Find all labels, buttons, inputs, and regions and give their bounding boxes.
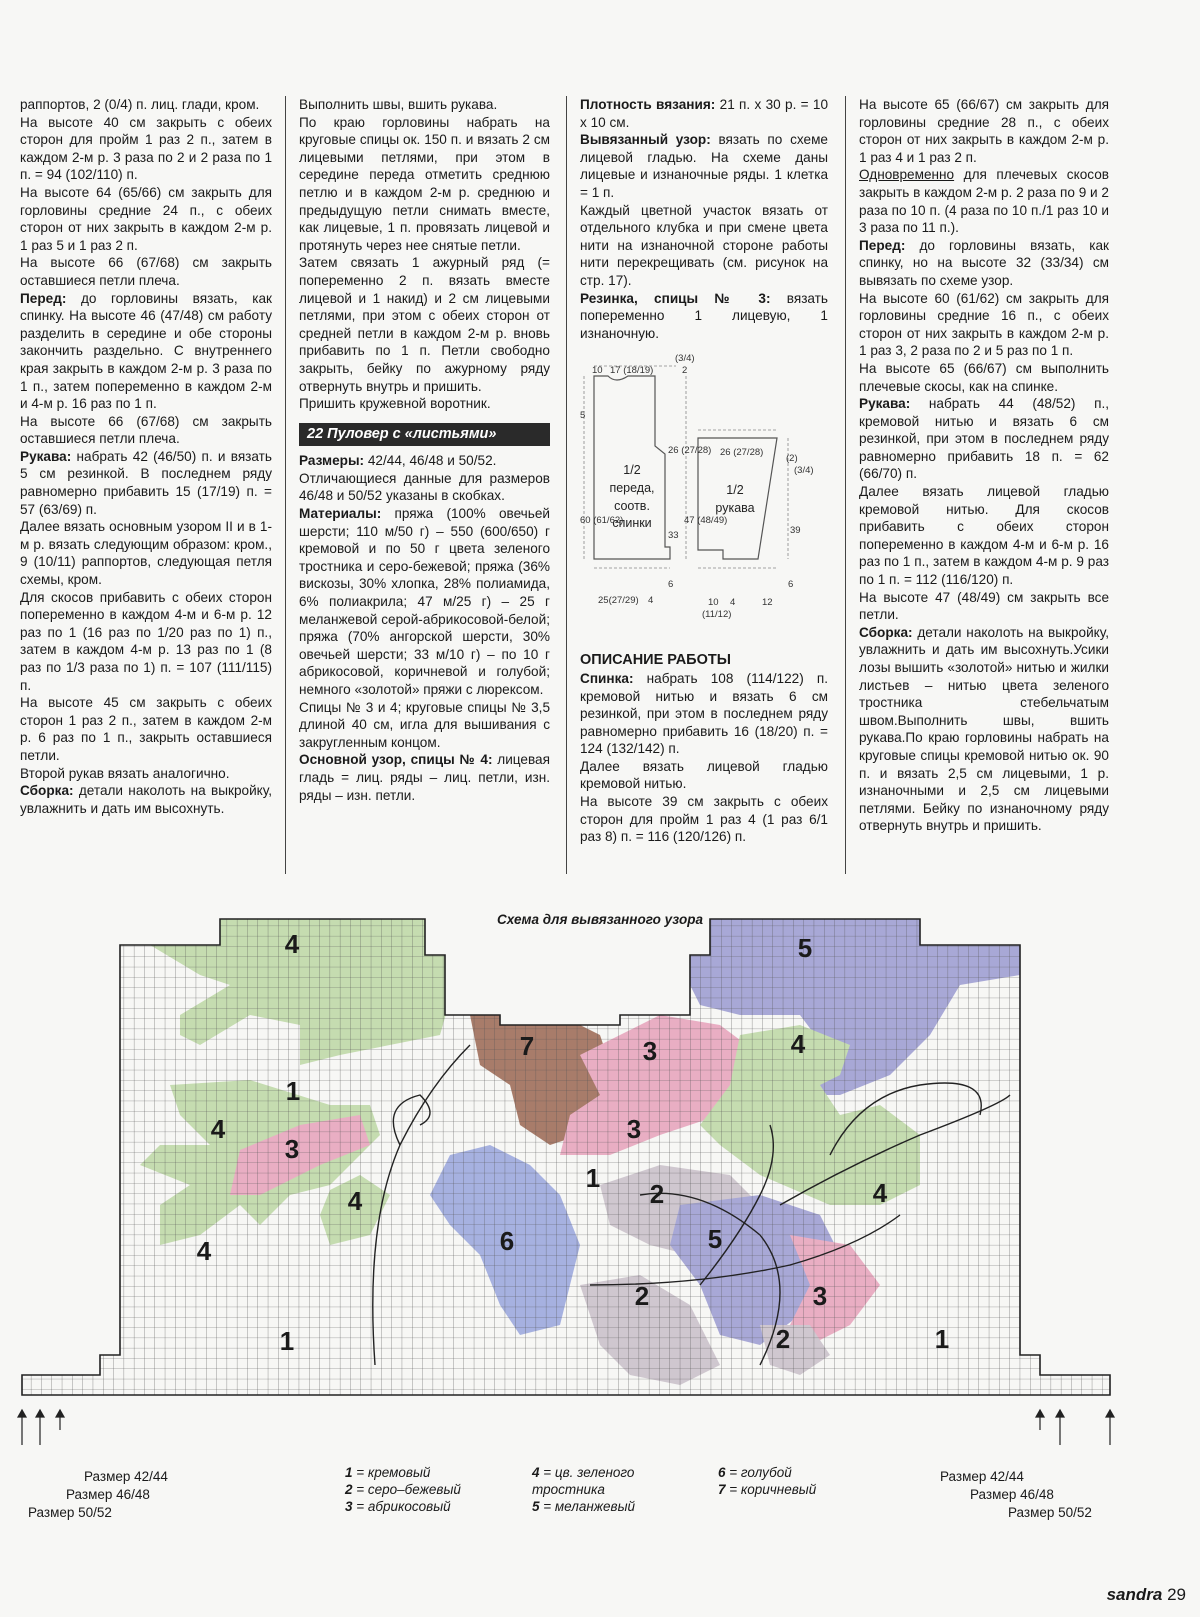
paragraph-heading: Рукава: — [859, 396, 911, 412]
schematic-measurement: 39 — [790, 525, 801, 537]
chart-color-number: 4 — [284, 929, 300, 959]
paragraph-text: набрать 108 (114/122) п. кремовой нитью и вязать 6 см резинкой, при этом в последнем ряду равномерно прибавить 16 (18/20) п. = 124 (132/142) п. — [580, 670, 828, 757]
paragraph: Затем связать 1 ажурный ряд (= попеременно 2 п. вязать вместе лицевой и 1 накид) и 2 см лицевыми петлями, при этом с обеих сторон от средней петли в каждом 2-м р. вновь прибавить по 1 п. Петли свободно закрыть, бейку по ажурному ряду отвернуть внутрь и пришить. — [299, 255, 550, 394]
paragraph-heading: Перед: — [859, 237, 906, 253]
paragraph — [580, 670, 828, 758]
paragraph — [859, 166, 1109, 236]
legend-item — [345, 1464, 461, 1481]
column-divider — [566, 96, 567, 874]
paragraph: По краю горловины набрать на круговые спицы ок. 150 п. и вязать 2 см лицевыми петлями, при этом в середине переда отметить среднюю петлю и в каждом 2-м р. среднюю и предыдущую петли снимать вместе, как лицевые, 1 п. провязать лицевой и протянуть через нее снятые петли. — [299, 114, 550, 253]
paragraph — [580, 131, 828, 201]
paragraph: Пришить кружевной воротник. — [299, 396, 491, 412]
chart-color-number: 4 — [347, 1186, 363, 1216]
page-number: 29 — [1167, 1585, 1186, 1604]
paragraph: Для скосов прибавить с обеих сторон попеременно в каждом 4-м и 6-м р. 12 раз по 1 (16 раз по 1/20 раз по 1) п., затем в каждом 4-м р. 13 раз по 1 (8 раз по 1/3 раза по 1) п. = 107 (111/115) п. — [20, 589, 272, 693]
schematic-measurement: (11/12) — [702, 609, 732, 621]
schematic-measurement: 4 — [648, 595, 654, 607]
paragraph-heading: Размеры: — [299, 453, 365, 469]
paragraph-text: детали наколоть на выкройку, увлажнить и дать им высохнуть. — [20, 783, 272, 816]
paragraph: Выполнить швы, вшить рукава. — [299, 97, 498, 112]
schematic-measurement: 47 (48/49) — [684, 515, 728, 527]
schematic-measurement: 10 — [592, 365, 603, 377]
paragraph-text: для плечевых скосов закрыть в каждом 2-м р. 2 раза по 9 и 2 раза по 10 п. (4 раза по 10 п./1 раз 10 и 3 раза по 11 п.). — [859, 167, 1109, 236]
schematic-measurement: 26 (27/28) — [668, 445, 712, 457]
paragraph — [859, 624, 1109, 835]
chart-color-number: 7 — [519, 1031, 535, 1061]
paragraph — [859, 237, 1109, 290]
legend-item — [532, 1464, 682, 1498]
column-3 — [580, 96, 828, 846]
paragraph-heading: Сборка: — [20, 783, 74, 799]
paragraph: На высоте 40 см закрыть с обеих сторон для пройм 1 раз 2 п., затем в каждом 2-м р. 3 раза по 2 и 2 раза по 1 п. = 94 (102/110) п. — [20, 114, 272, 183]
chart-color-number: 5 — [707, 1224, 723, 1254]
chart-color-number: 4 — [872, 1178, 888, 1208]
paragraph: На высоте 45 см закрыть с обеих сторон 1 раз 2 п., затем в каждом 2-м р. 6 раз по 1 п., закрыть оставшиеся петли. — [20, 695, 272, 763]
brand-name: sandra — [1106, 1585, 1163, 1604]
chart-color-number: 2 — [775, 1324, 791, 1354]
column-divider — [845, 96, 846, 874]
pattern-title: Схема для вывязанного узора — [497, 912, 703, 927]
schematic-measurement: 33 — [668, 530, 679, 542]
paragraph-heading: Основной узор, спицы № 4: — [299, 752, 493, 768]
paragraph-text: лицевая гладь = лиц. ряды – лиц. петли, изн. ряды – изн. петли. — [299, 752, 550, 803]
paragraph — [299, 505, 550, 699]
column-divider — [285, 96, 286, 874]
chart-color-number: 4 — [210, 1114, 226, 1144]
paragraph — [299, 452, 550, 470]
paragraph-text: вязать по схеме лицевой гладью. На схеме даны лицевые и изнаночные ряды. 1 клетка = 1 п. — [580, 132, 828, 200]
paragraph-text: до горловины вязать, как спинку. На высоте 46 (47/48) см работу разделить в середине и обе стороны закончить раздельно. С внутреннего края закрыть в каждом 2-м р. 3 раза по 1 п., затем попеременно в каждом 2-м и 4-м р. 16 раз по 1 п. — [20, 290, 272, 412]
paragraph-text: 42/44, 46/48 и 50/52. — [364, 453, 497, 469]
paragraph: Каждый цветной участок вязать от отдельного клубка и при смене цвета нити на изнаночной стороне работы нити перекрещивать (см. рисунок на стр. 17). — [580, 202, 828, 288]
back-piece-label: 1/2 переда, соотв. спинки — [609, 463, 655, 531]
legend-group — [345, 1464, 461, 1515]
chart-color-number: 4 — [196, 1236, 212, 1266]
paragraph-heading: Резинка, спицы № 3: — [580, 290, 771, 306]
legend-text: = голубой — [725, 1465, 792, 1480]
paragraph: Отличающиеся данные для размеров 46/48 и 50/52 указаны в скобках. — [299, 470, 550, 504]
chart-color-number: 2 — [649, 1179, 665, 1209]
legend-text: = кремовый — [352, 1465, 431, 1480]
chart-color-number: 3 — [642, 1036, 658, 1066]
paragraph-text: набрать 42 (46/50) п. и вязать 5 см резинкой. В последнем ряду равномерно прибавить 15 (17/19) п. = 57 (63/69) п. — [20, 448, 272, 517]
paragraph: На высоте 39 см закрыть с обеих сторон для пройм 1 раз 4 (1 раз 6/1 раз 8) п. = 116 (120/126) п. — [580, 794, 828, 845]
legend-text: = серо–бежевый — [352, 1482, 461, 1497]
paragraph — [20, 782, 272, 817]
paragraph — [299, 751, 550, 804]
paragraph-text: вязать попеременно 1 лицевую, 1 изнаночную. — [580, 290, 828, 341]
column-1 — [20, 96, 272, 817]
paragraph: На высоте 66 (67/68) см закрыть оставшиеся петли плеча. — [20, 413, 272, 447]
legend-number: 7 — [718, 1482, 726, 1497]
legend-number: 3 — [345, 1499, 353, 1514]
sleeve-piece-label: 1/2 рукава — [715, 483, 755, 515]
legend-number: 2 — [345, 1482, 353, 1497]
chart-color-number: 4 — [790, 1029, 806, 1059]
chart-color-number: 1 — [285, 1076, 301, 1106]
paragraph-heading: Перед: — [20, 290, 67, 306]
chart-color-number: 1 — [934, 1324, 950, 1354]
chart-color-number: 3 — [626, 1114, 642, 1144]
chart-color-number: 5 — [797, 933, 813, 963]
schematic-measurement: (3/4) — [794, 465, 814, 477]
paragraph: раппортов, 2 (0/4) п. лиц. глади, кром. — [20, 97, 260, 112]
legend-item — [345, 1498, 461, 1515]
paragraph-text: детали наколоть на выкройку, увлажнить и дать им высохнуть.Усики лозы вышить «золотой» нитью и жилки листьев – нитью цвета зеленого тростника стебельчатым швом.Выполнить швы, вшить рукава.По краю горловины набрать на круговые спицы кремовой нитью ок. 90 п. и вязать 2,5 см лицевыми, 1 р. изнаночными и 2,5 см лицевыми петлями. Бейку по изнаночному ряду отвернуть внутрь и пришить. — [859, 624, 1109, 834]
paragraph: На высоте 65 (66/67) см выполнить плечевые скосы, как на спинке. — [859, 360, 1109, 394]
paragraph: Второй рукав вязать аналогично. — [20, 765, 230, 781]
schematic-measurement: 17 (18/19) — [610, 365, 654, 377]
size-label-left: Размер 50/52 — [28, 1505, 112, 1520]
schematic-measurement: (3/4) — [675, 353, 695, 365]
schematic-measurement: 26 (27/28) — [720, 447, 764, 459]
paragraph-text: пряжа (100% овечьей шерсти; 110 м/50 г) – 550 (600/650) г кремовой и по 50 г цвета зеленого тростника и серо-бежевой; пряжа (36% вискозы, 30% хлопка, 28% полиамида, 6% полиакрила; 47 м/25 г) – 25 г меланжевой серой-абрикосовой-белой; пряжа (70% ангорской шерсти, 30% овечьей шерсти; 33 м/10 г) – по 10 г абрикосовой, коричневой и голубой; немного «золотой» пряжи с люрексом. — [299, 506, 550, 697]
legend-text: = абрикосовый — [352, 1499, 451, 1514]
paragraph — [580, 96, 828, 131]
size-label-left: Размер 46/48 — [66, 1487, 150, 1502]
paragraph: На высоте 60 (61/62) см закрыть для горловины средние 16 п., с обеих сторон от них закрыть в каждом 2-м р. 1 раз 3, 2 раза по 2 и 5 раз по 1 п. — [859, 290, 1109, 359]
column-2 — [299, 96, 550, 804]
paragraph: На высоте 64 (65/66) см закрыть для горловины средние 24 п., с обеих сторон от них закрыть в каждом 2-м р. 1 раз 5 и 1 раз 2 п. — [20, 184, 272, 253]
paragraph-heading: Материалы: — [299, 506, 382, 522]
paragraph-text: набрать 44 (48/52) п., кремовой нитью и вязать 6 см резинкой, при этом в последнем ряду равномерно прибавить 18 п. = 62 (66/70) п. — [859, 396, 1109, 482]
paragraph: На высоте 65 (66/67) см закрыть для горловины средние 28 п., с обеих сторон от них закрыть в каждом 2-м р. 1 раз 4 и 1 раз 2 п. — [859, 97, 1109, 165]
column-4 — [859, 96, 1109, 835]
legend-group — [532, 1464, 682, 1515]
chart-color-number: 2 — [634, 1281, 650, 1311]
paragraph-text: до горловины вязать, как спинку, но на высоте 32 (33/34) см вывязать по схеме узор. — [859, 237, 1109, 288]
schematic — [580, 342, 828, 646]
legend-text: = меланжевый — [539, 1499, 636, 1514]
schematic-measurement: 60 (61/62) — [580, 515, 624, 527]
chart-color-number: 1 — [585, 1163, 601, 1193]
paragraph — [580, 290, 828, 343]
legend-number: 5 — [532, 1499, 540, 1514]
paragraph-underlined: Одновременно — [859, 167, 955, 183]
paragraph-heading: Сборка: — [859, 624, 913, 640]
size-label-left: Размер 42/44 — [84, 1469, 168, 1484]
schematic-measurement: 6 — [668, 579, 674, 591]
paragraph: На высоте 47 (48/49) см закрыть все петли. — [859, 589, 1109, 623]
schematic-measurement: 12 — [762, 597, 773, 609]
paragraph — [20, 290, 272, 413]
schematic-measurement: 6 — [788, 579, 794, 591]
legend-group — [718, 1464, 816, 1498]
size-label-right: Размер 50/52 — [1008, 1505, 1092, 1520]
legend-item — [532, 1498, 682, 1515]
paragraph: Далее вязать лицевой гладью кремовой нитью. — [580, 758, 828, 792]
footer-brand — [1107, 1585, 1186, 1605]
paragraph-text: 21 п. х 30 р. = 10 х 10 см. — [580, 97, 829, 130]
chart-color-number: 1 — [279, 1326, 295, 1356]
chart-color-number: 3 — [284, 1134, 300, 1164]
legend-item — [718, 1481, 816, 1498]
chart-color-number: 6 — [499, 1226, 515, 1256]
paragraph-heading: Плотность вязания: — [580, 97, 716, 112]
paragraph: Спицы № 3 и 4; круговые спицы № 3,5 длиной 40 см, игла для вышивания с закругленным концом. — [299, 699, 550, 750]
paragraph — [20, 448, 272, 518]
schematic-measurement: 10 — [708, 597, 719, 609]
legend-number: 6 — [718, 1465, 726, 1480]
paragraph-heading: Вывязанный узор: — [580, 132, 711, 148]
schematic-measurement: 5 — [580, 410, 586, 422]
size-label-right: Размер 42/44 — [940, 1469, 1024, 1484]
legend-item — [718, 1464, 816, 1481]
section-title: 22 Пуловер с «листьями» — [299, 423, 550, 447]
schematic-measurement: 4 — [730, 597, 736, 609]
paragraph — [859, 395, 1109, 483]
legend-number: 1 — [345, 1465, 353, 1480]
paragraph-heading: Рукава: — [20, 448, 72, 464]
paragraph: Далее вязать основным узором II и в 1-м р. вязать следующим образом: кром., 9 (10/11) раппортов, следующая петля схемы, кром. — [20, 519, 272, 588]
legend-number: 4 — [532, 1465, 540, 1480]
paragraph-heading: Спинка: — [580, 670, 634, 686]
legend-item — [345, 1481, 461, 1498]
schematic-measurement: (2) — [786, 453, 798, 465]
schematic-measurement: 25(27/29) — [598, 595, 639, 607]
section-heading: ОПИСАНИЕ РАБОТЫ — [580, 652, 731, 669]
legend-text: = цв. зеленого тростника — [532, 1465, 635, 1497]
paragraph: Далее вязать лицевой гладью кремовой нитью. Для скосов прибавить с обеих сторон попеременно в каждом 4-м и 6-м р. 16 раз по 1 п., затем в каждом 4-м р. 9 раз по 1 п. = 112 (116/120) п. — [859, 484, 1109, 588]
legend-text: = коричневый — [725, 1482, 817, 1497]
size-label-right: Размер 46/48 — [970, 1487, 1054, 1502]
chart-color-number: 3 — [812, 1281, 828, 1311]
paragraph: На высоте 66 (67/68) см закрыть оставшиеся петли плеча. — [20, 255, 272, 288]
schematic-measurement: 2 — [682, 365, 688, 377]
knitting-pattern-chart — [0, 905, 1200, 1445]
